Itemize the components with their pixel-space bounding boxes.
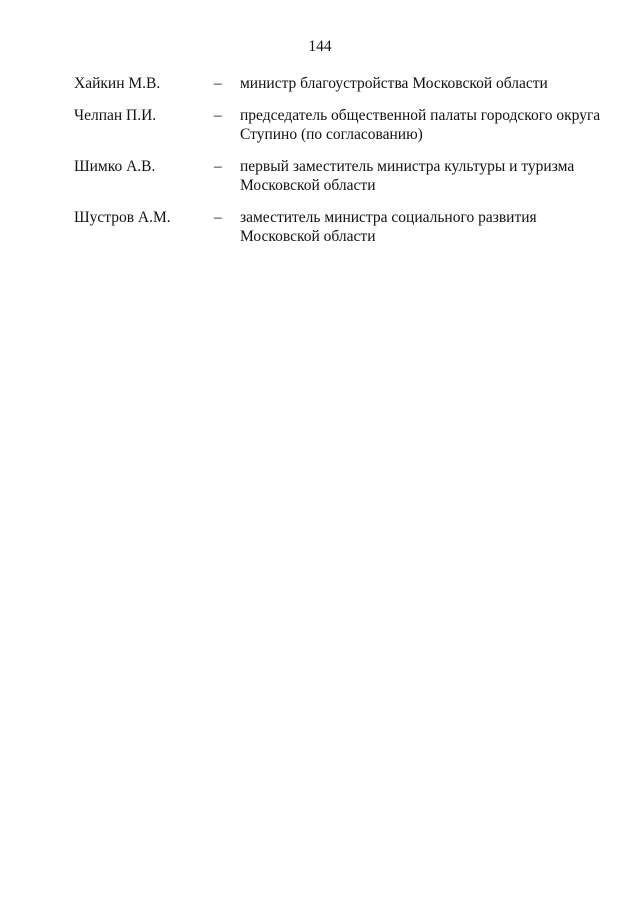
member-name: Шимко А.В.	[74, 158, 156, 175]
member-position: первый заместитель министра культуры и туризма Московской области	[240, 158, 575, 194]
member-name: Челпан П.И.	[74, 107, 157, 124]
list-item	[74, 208, 614, 246]
separator-dash: –	[214, 158, 222, 175]
page-number: 144	[308, 38, 332, 55]
member-position: заместитель министра социального развития Московской области	[240, 209, 537, 245]
list-item	[74, 74, 614, 93]
member-position: председатель общественной палаты городского округа Ступино (по согласованию)	[240, 107, 601, 143]
separator-dash: –	[214, 209, 222, 226]
separator-dash: –	[214, 107, 222, 124]
list-item	[74, 157, 614, 195]
member-list	[74, 74, 614, 259]
list-item	[74, 106, 614, 144]
member-name: Шустров А.М.	[74, 209, 171, 226]
member-name: Хайкин М.В.	[74, 75, 161, 92]
member-position: министр благоустройства Московской области	[240, 75, 548, 92]
separator-dash: –	[214, 75, 222, 92]
